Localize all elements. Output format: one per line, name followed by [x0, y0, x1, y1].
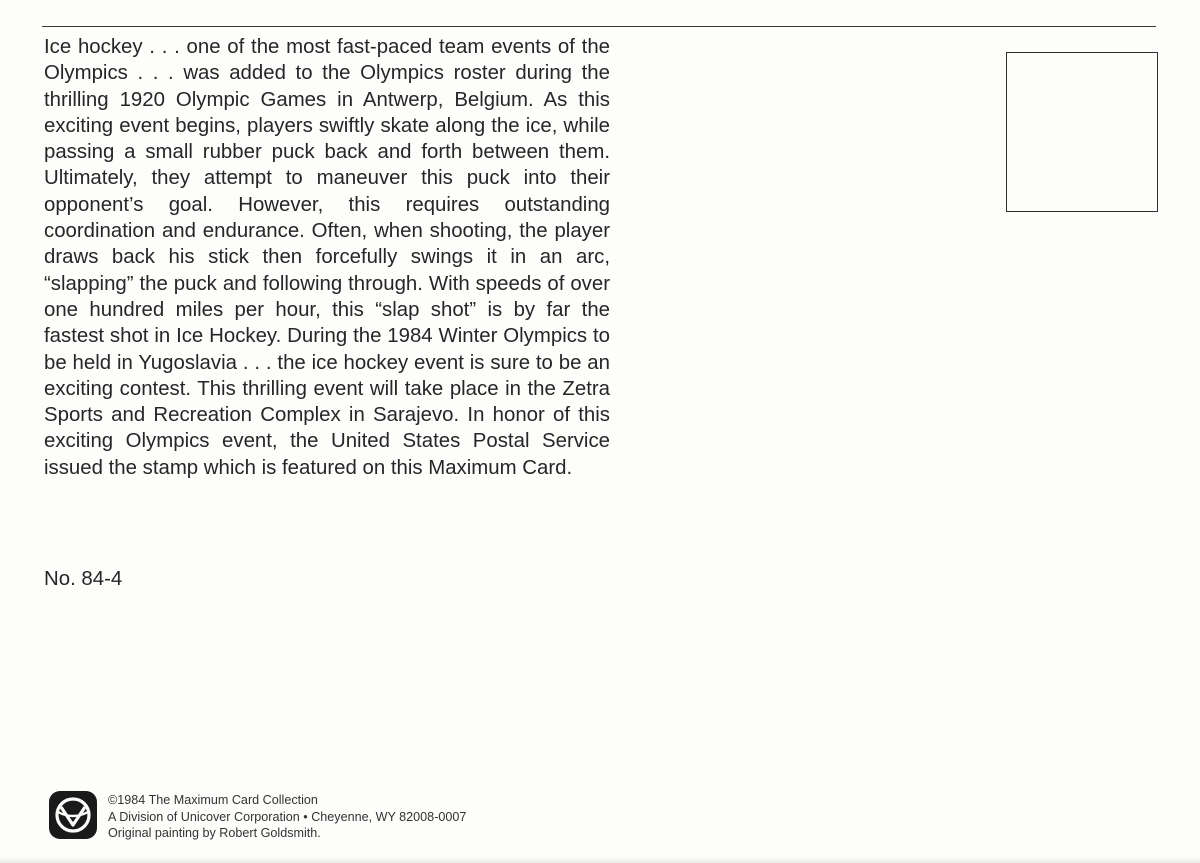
stamp-placement-box [1006, 52, 1158, 212]
publisher-credits [108, 792, 466, 842]
top-divider [42, 26, 1156, 27]
card-number: No. 84-4 [44, 568, 123, 590]
division-line: A Division of Unicover Corporation • Cheyenne, WY 82008-0007 [108, 809, 467, 824]
maximum-card-logo-icon [48, 790, 98, 840]
copyright-line: ©1984 The Maximum Card Collection [108, 793, 318, 807]
painting-credit-line: Original painting by Robert Goldsmith. [108, 826, 321, 840]
card-bottom-edge [0, 857, 1200, 863]
card-description: Ice hockey . . . one of the most fast-paced team events of the Olympics . . . was added to the Olympics roster during the thrilling 1920 Olympic Games in Antwerp, Belgium. As this exciting event begins, players swiftly skate along the ice, while passing a small rubber puck back and forth between them. Ultimately, they attempt to maneuver this puck into their opponent’s goal. However, this requires outstanding coordination and endurance. Often, when shooting, the player draws back his stick then forcefully swings it in an arc, “slapping” the puck and following through. With speeds of over one hundred miles per hour, this “slap shot” is by far the fastest shot in Ice Hockey. During the 1984 Winter Olympics to be held in Yugoslavia . . . the ice hockey event is sure to be an exciting contest. This thrilling event will take place in the Zetra Sports and Recreation Complex in Sarajevo. In honor of this exciting Olympics event, the United States Postal Service issued the stamp which is featured on this Maximum Card. [44, 36, 610, 479]
